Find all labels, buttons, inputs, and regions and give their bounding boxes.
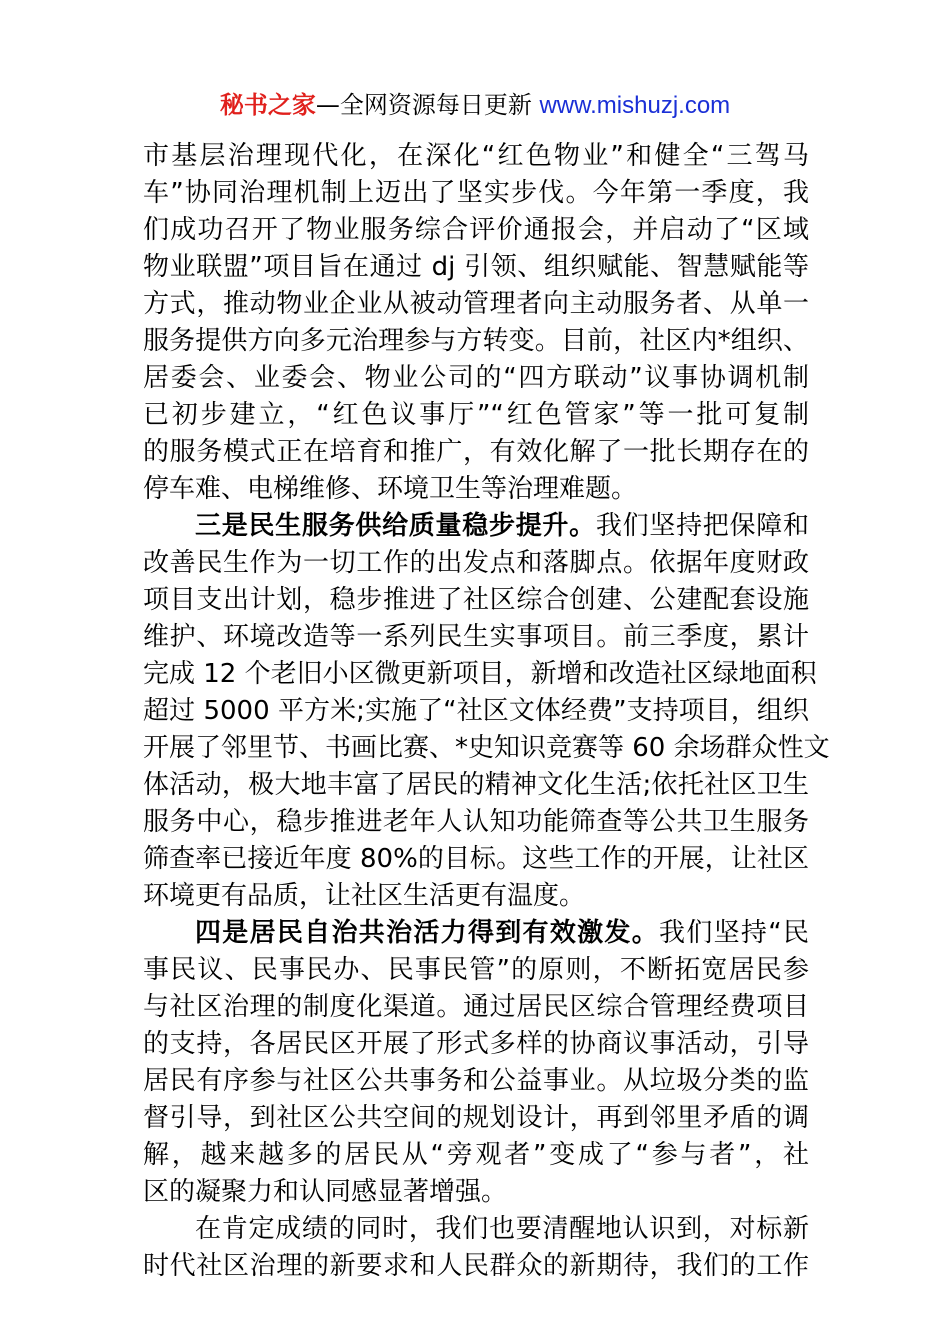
- line-text: 开展了邻里节、书画比赛、*史知识竞赛等 60 余场群众性文: [143, 733, 830, 763]
- line-text: 在肯定成绩的同时，我们也要清醒地认识到，对标新: [195, 1214, 809, 1244]
- site-tagline: —全网资源每日更新: [315, 91, 540, 119]
- line-text: 环境更有品质，让社区生活更有温度。: [143, 881, 586, 911]
- line-text: 项目支出计划，稳步推进了社区综合创建、公建配套设施: [143, 585, 809, 615]
- document-body: [143, 138, 830, 1285]
- site-url-link[interactable]: www.mishuzj.com: [539, 92, 731, 119]
- text-line: [143, 989, 809, 1026]
- text-line: [143, 1211, 809, 1248]
- text-line: [143, 138, 809, 175]
- text-line: [143, 952, 809, 989]
- text-line: [143, 545, 809, 582]
- text-line: [143, 286, 809, 323]
- text-line: [143, 508, 809, 545]
- text-line: [143, 582, 809, 619]
- site-brand: 秘书之家: [219, 91, 316, 119]
- line-text: 改善民生作为一切工作的出发点和落脚点。依据年度财政: [143, 548, 809, 578]
- line-text: 完成 12 个老旧小区微更新项目，新增和改造社区绿地面积: [143, 659, 817, 689]
- line-text: 时代社区治理的新要求和人民群众的新期待，我们的工作: [143, 1251, 809, 1281]
- text-line: [143, 360, 809, 397]
- line-text: 维护、环境改造等一系列民生实事项目。前三季度，累计: [143, 622, 809, 652]
- text-line: [143, 1174, 809, 1211]
- line-text: 体活动，极大地丰富了居民的精神文化生活;依托社区卫生: [143, 770, 809, 800]
- line-text: 停车难、电梯维修、环境卫生等治理难题。: [143, 474, 638, 504]
- line-text: 区的凝聚力和认同感显著增强。: [143, 1177, 508, 1207]
- text-line: [143, 397, 809, 434]
- line-text: 物业联盟”项目旨在通过 dj 引领、组织赋能、智慧赋能等: [143, 252, 809, 282]
- text-line: [143, 1100, 809, 1137]
- site-header: [0, 88, 950, 123]
- line-text: 服务中心，稳步推进老年人认知功能筛查等公共卫生服务: [143, 807, 809, 837]
- section-heading: 四是居民自治共治活力得到有效激发。: [195, 918, 660, 948]
- line-text: 与社区治理的制度化渠道。通过居民区综合管理经费项目: [143, 992, 809, 1022]
- text-line: [143, 1026, 809, 1063]
- line-text: 居民有序参与社区公共事务和公益事业。从垃圾分类的监: [143, 1066, 809, 1096]
- text-line: [143, 804, 809, 841]
- text-line: [143, 212, 809, 249]
- line-text: 车”协同治理机制上迈出了坚实步伐。今年第一季度，我: [143, 178, 809, 208]
- text-line: [143, 1137, 809, 1174]
- line-text: 解，越来越多的居民从“旁观者”变成了“参与者”，社: [143, 1140, 809, 1170]
- line-text: 事民议、民事民办、民事民管”的原则，不断拓宽居民参: [143, 955, 809, 985]
- line-text: 已初步建立，“红色议事厅”“红色管家”等一批可复制: [143, 400, 809, 430]
- text-line: [143, 656, 817, 693]
- line-text: 服务提供方向多元治理参与方转变。目前，社区内*组织、: [143, 326, 809, 356]
- section-heading: 三是民生服务供给质量稳步提升。: [195, 511, 596, 541]
- line-text: 超过 5000 平方米;实施了“社区文体经费”支持项目，组织: [143, 696, 809, 726]
- text-line: [143, 323, 809, 360]
- line-text: 居委会、业委会、物业公司的“四方联动”议事协调机制: [143, 363, 809, 393]
- text-line: [143, 1063, 809, 1100]
- line-text: 我们坚持“民: [659, 918, 809, 948]
- line-text: 们成功召开了物业服务综合评价通报会，并启动了“区域: [143, 215, 809, 245]
- text-line: [143, 730, 830, 767]
- text-line: [143, 471, 809, 508]
- text-line: [143, 693, 809, 730]
- line-text: 方式，推动物业企业从被动管理者向主动服务者、从单一: [143, 289, 809, 319]
- text-line: [143, 619, 809, 656]
- text-line: [143, 915, 809, 952]
- text-line: [143, 878, 809, 915]
- text-line: [143, 1248, 809, 1285]
- text-line: [143, 841, 809, 878]
- text-line: [143, 434, 809, 471]
- line-text: 的支持，各居民区开展了形式多样的协商议事活动，引导: [143, 1029, 809, 1059]
- text-line: [143, 767, 809, 804]
- line-text: 筛查率已接近年度 80%的目标。这些工作的开展，让社区: [143, 844, 809, 874]
- line-text: 的服务模式正在培育和推广，有效化解了一批长期存在的: [143, 437, 809, 467]
- line-text: 我们坚持把保障和: [595, 511, 809, 541]
- text-line: [143, 175, 809, 212]
- line-text: 市基层治理现代化，在深化“红色物业”和健全“三驾马: [143, 141, 809, 171]
- line-text: 督引导，到社区公共空间的规划设计，再到邻里矛盾的调: [143, 1103, 809, 1133]
- text-line: [143, 249, 809, 286]
